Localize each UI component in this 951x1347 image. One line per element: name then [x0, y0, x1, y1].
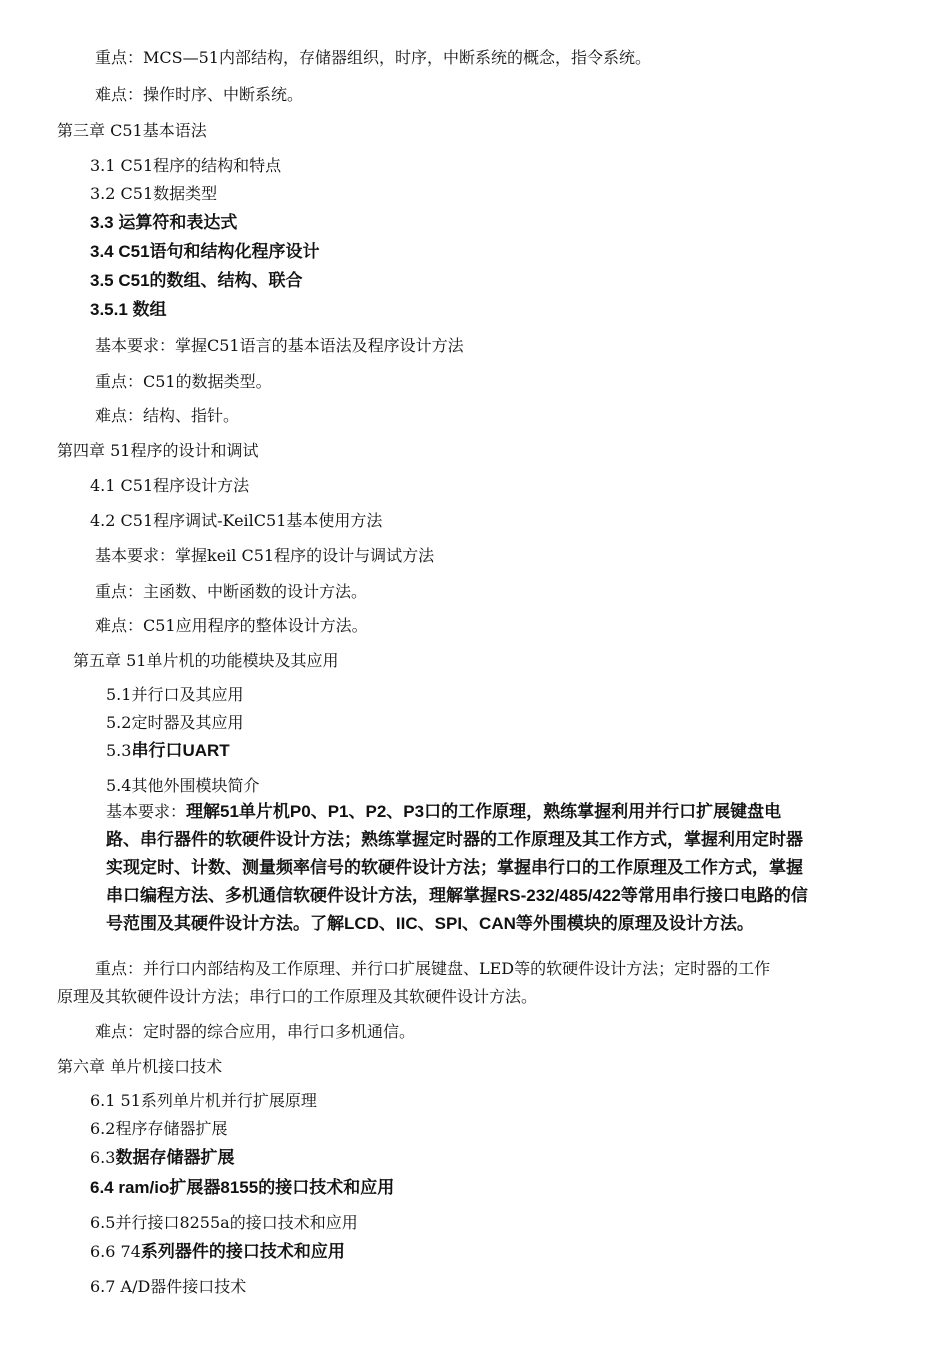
ch6-section-2: 6.2程序存储器扩展 — [90, 1119, 228, 1138]
ch5-req-line-4: 串口编程方法、多机通信软硬件设计方法，理解掌握RS-232/485/422等常用串行接口电路的信 — [106, 886, 808, 905]
ch5-req-line-1 — [106, 798, 808, 826]
ch6-section-7: 6.7 A/D器件接口技术 — [90, 1277, 247, 1296]
ch3-section-2: 3.2 C51数据类型 — [90, 184, 218, 203]
ch3-difficulties: 难点：结构、指针。 — [95, 406, 240, 425]
ch6-section-3 — [90, 1147, 234, 1170]
ch6-section-6 — [90, 1241, 345, 1264]
ch5-title: 第五章 51单片机的功能模块及其应用 — [73, 651, 339, 670]
ch5-requirements — [106, 798, 808, 938]
ch4-section-1: 4.1 C51程序设计方法 — [90, 476, 250, 495]
ch3-section-5: 3.5 C51的数组、结构、联合 — [90, 271, 303, 290]
ch5-key-line-1: 重点：并行口内部结构及工作原理、并行口扩展键盘、LED等的软硬件设计方法；定时器的工作 — [95, 959, 771, 978]
ch6-section-3-text: 数据存储器扩展 — [115, 1148, 235, 1167]
ch5-key-line-2: 原理及其软硬件设计方法；串行口的工作原理及其软硬件设计方法。 — [57, 987, 538, 1006]
ch3-title: 第三章 C51基本语法 — [57, 121, 207, 140]
ch5-section-3-number: 5.3 — [106, 741, 132, 760]
ch6-title: 第六章 单片机接口技术 — [57, 1057, 223, 1076]
ch6-section-6-text: 系列器件的接口技术和应用 — [140, 1242, 345, 1261]
ch5-req-line-2: 路、串行器件的软硬件设计方法；熟练掌握定时器的工作原理及其工作方式，掌握利用定时器 — [106, 830, 803, 849]
ch4-difficulties: 难点：C51应用程序的整体设计方法。 — [95, 616, 368, 635]
ch3-section-5-1: 3.5.1 数组 — [90, 300, 167, 319]
ch2-difficulties: 难点：操作时序、中断系统。 — [95, 85, 304, 104]
ch5-section-3 — [106, 740, 230, 763]
ch6-section-4: 6.4 ram/io扩展器8155的接口技术和应用 — [90, 1178, 395, 1197]
ch5-section-4: 5.4其他外围模块简介 — [106, 776, 260, 795]
ch3-key-points: 重点：C51的数据类型。 — [95, 372, 272, 391]
ch2-key-points: 重点：MCS—51内部结构，存储器组织，时序，中断系统的概念，指令系统。 — [95, 48, 651, 67]
ch5-req-label: 基本要求： — [106, 802, 187, 821]
ch3-section-1: 3.1 C51程序的结构和特点 — [90, 156, 282, 175]
ch4-title: 第四章 51程序的设计和调试 — [57, 441, 259, 460]
ch5-req-line-5: 号范围及其硬件设计方法。了解LCD、IIC、SPI、CAN等外围模块的原理及设计方法。 — [106, 914, 754, 933]
ch4-key-points: 重点：主函数、中断函数的设计方法。 — [95, 582, 368, 601]
ch5-section-2: 5.2定时器及其应用 — [106, 713, 244, 732]
ch4-requirements: 基本要求：掌握keil C51程序的设计与调试方法 — [95, 546, 435, 565]
ch5-section-3-text: 串行口UART — [131, 741, 230, 760]
ch6-section-5: 6.5并行接口8255a的接口技术和应用 — [90, 1213, 358, 1232]
ch5-section-1: 5.1并行口及其应用 — [106, 685, 244, 704]
ch4-section-2: 4.2 C51程序调试-KeilC51基本使用方法 — [90, 511, 383, 530]
ch6-section-6-number: 6.6 74 — [90, 1242, 141, 1261]
ch3-requirements: 基本要求：掌握C51语言的基本语法及程序设计方法 — [95, 336, 464, 355]
ch6-section-1: 6.1 51系列单片机并行扩展原理 — [90, 1091, 317, 1110]
ch3-section-4: 3.4 C51语句和结构化程序设计 — [90, 242, 320, 261]
ch6-section-3-number: 6.3 — [90, 1148, 116, 1167]
ch5-req-line-1-text: 理解51单片机P0、P1、P2、P3口的工作原理，熟练掌握利用并行口扩展键盘电 — [186, 802, 782, 821]
ch3-section-3: 3.3 运算符和表达式 — [90, 213, 238, 232]
ch5-req-line-3: 实现定时、计数、测量频率信号的软硬件设计方法；掌握串行口的工作原理及工作方式，掌握 — [106, 858, 803, 877]
ch5-difficulties: 难点：定时器的综合应用，串行口多机通信。 — [95, 1022, 416, 1041]
